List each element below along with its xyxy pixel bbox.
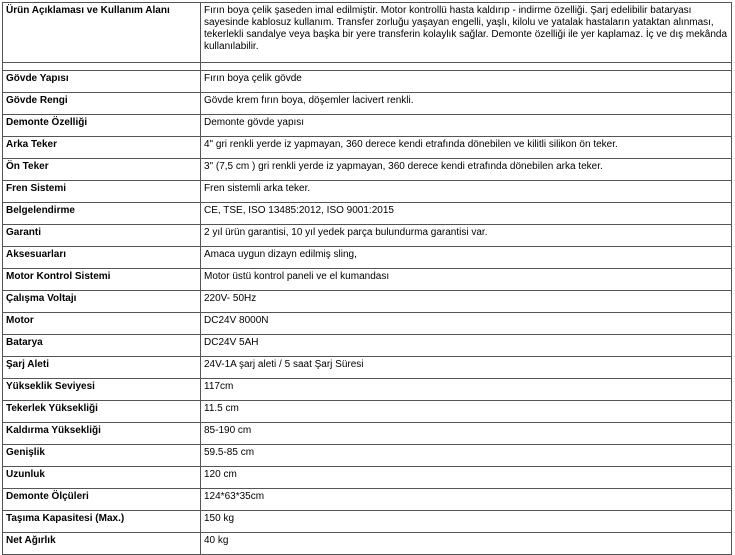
product-spec-table: [2, 2, 732, 555]
table-row: [3, 181, 732, 203]
spec-value: 59.5-85 cm: [201, 445, 732, 467]
table-row: [3, 489, 732, 511]
spec-label: Kaldırma Yüksekliği: [3, 423, 201, 445]
spec-label: Çalışma Voltajı: [3, 291, 201, 313]
spec-label: Genişlik: [3, 445, 201, 467]
spec-label: Uzunluk: [3, 467, 201, 489]
spec-value: CE, TSE, ISO 13485:2012, ISO 9001:2015: [201, 203, 732, 225]
table-row: [3, 71, 732, 93]
table-row: [3, 379, 732, 401]
spec-value: 2 yıl ürün garantisi, 10 yıl yedek parça bulundurma garantisi var.: [201, 225, 732, 247]
spec-value: Fırın boya çelik şaseden imal edilmiştir. Motor kontrollü hasta kaldırıp - indirme özelliği. Şarj edelibilir bataryası sayesinde kablosuz kullanım. Transfer zorluğu yaşayan engelli, yaşlı, kilolu ve yatalak hastaların yataktan alınması, tekerlekli sandalye veya başka bir yere transferin kolaylık sağlar. Demonte özelliği ile yer kaplamaz. İç ve dış mekânda kullanılabilir.: [201, 3, 732, 63]
table-row: [3, 137, 732, 159]
spec-label: Tekerlek Yüksekliği: [3, 401, 201, 423]
table-row: [3, 93, 732, 115]
spec-value: 117cm: [201, 379, 732, 401]
spec-label: Net Ağırlık: [3, 533, 201, 555]
spec-value: 40 kg: [201, 533, 732, 555]
table-row: [3, 115, 732, 137]
table-row: [3, 159, 732, 181]
spec-label: Motor: [3, 313, 201, 335]
spec-value: 85-190 cm: [201, 423, 732, 445]
spec-label: Taşıma Kapasitesi (Max.): [3, 511, 201, 533]
table-spacer-row: [3, 63, 732, 71]
spec-label: Şarj Aleti: [3, 357, 201, 379]
spec-label: Ön Teker: [3, 159, 201, 181]
spec-value: Gövde krem fırın boya, döşemler lacivert renkli.: [201, 93, 732, 115]
table-row: [3, 533, 732, 555]
spec-label: Fren Sistemi: [3, 181, 201, 203]
table-row: [3, 401, 732, 423]
spec-value: Demonte gövde yapısı: [201, 115, 732, 137]
spec-value: 150 kg: [201, 511, 732, 533]
spec-label: Gövde Rengi: [3, 93, 201, 115]
spec-value: 4" gri renkli yerde iz yapmayan, 360 derece kendi etrafında dönebilen ve kilitli silikon ön teker.: [201, 137, 732, 159]
table-row: [3, 423, 732, 445]
spec-value: Fırın boya çelik gövde: [201, 71, 732, 93]
spec-label: Yükseklik Seviyesi: [3, 379, 201, 401]
spec-value: 220V- 50Hz: [201, 291, 732, 313]
spec-label: Demonte Özelliği: [3, 115, 201, 137]
table-row: [3, 203, 732, 225]
spec-label: Aksesuarları: [3, 247, 201, 269]
table-row: [3, 313, 732, 335]
table-row: [3, 3, 732, 63]
table-row: [3, 467, 732, 489]
spec-value: Motor üstü kontrol paneli ve el kumandası: [201, 269, 732, 291]
table-row: [3, 335, 732, 357]
spec-value: Amaca uygun dizayn edilmiş sling,: [201, 247, 732, 269]
spec-label: Gövde Yapısı: [3, 71, 201, 93]
table-row: [3, 511, 732, 533]
table-row: [3, 357, 732, 379]
spec-value: Fren sistemli arka teker.: [201, 181, 732, 203]
spec-label: Arka Teker: [3, 137, 201, 159]
spec-label: Garanti: [3, 225, 201, 247]
table-row: [3, 247, 732, 269]
spec-label: Batarya: [3, 335, 201, 357]
spec-label: Belgelendirme: [3, 203, 201, 225]
spec-value: 3" (7,5 cm ) gri renkli yerde iz yapmayan, 360 derece kendi etrafında dönebilen arka teker.: [201, 159, 732, 181]
spec-value: DC24V 5AH: [201, 335, 732, 357]
spec-value: 124*63*35cm: [201, 489, 732, 511]
spec-label: Demonte Ölçüleri: [3, 489, 201, 511]
table-row: [3, 291, 732, 313]
spec-value: 11.5 cm: [201, 401, 732, 423]
spec-value: 120 cm: [201, 467, 732, 489]
table-row: [3, 445, 732, 467]
spec-label: Motor Kontrol Sistemi: [3, 269, 201, 291]
spec-value: 24V-1A şarj aleti / 5 saat Şarj Süresi: [201, 357, 732, 379]
spec-label: Ürün Açıklaması ve Kullanım Alanı: [3, 3, 201, 63]
spec-value: DC24V 8000N: [201, 313, 732, 335]
table-row: [3, 269, 732, 291]
table-row: [3, 225, 732, 247]
